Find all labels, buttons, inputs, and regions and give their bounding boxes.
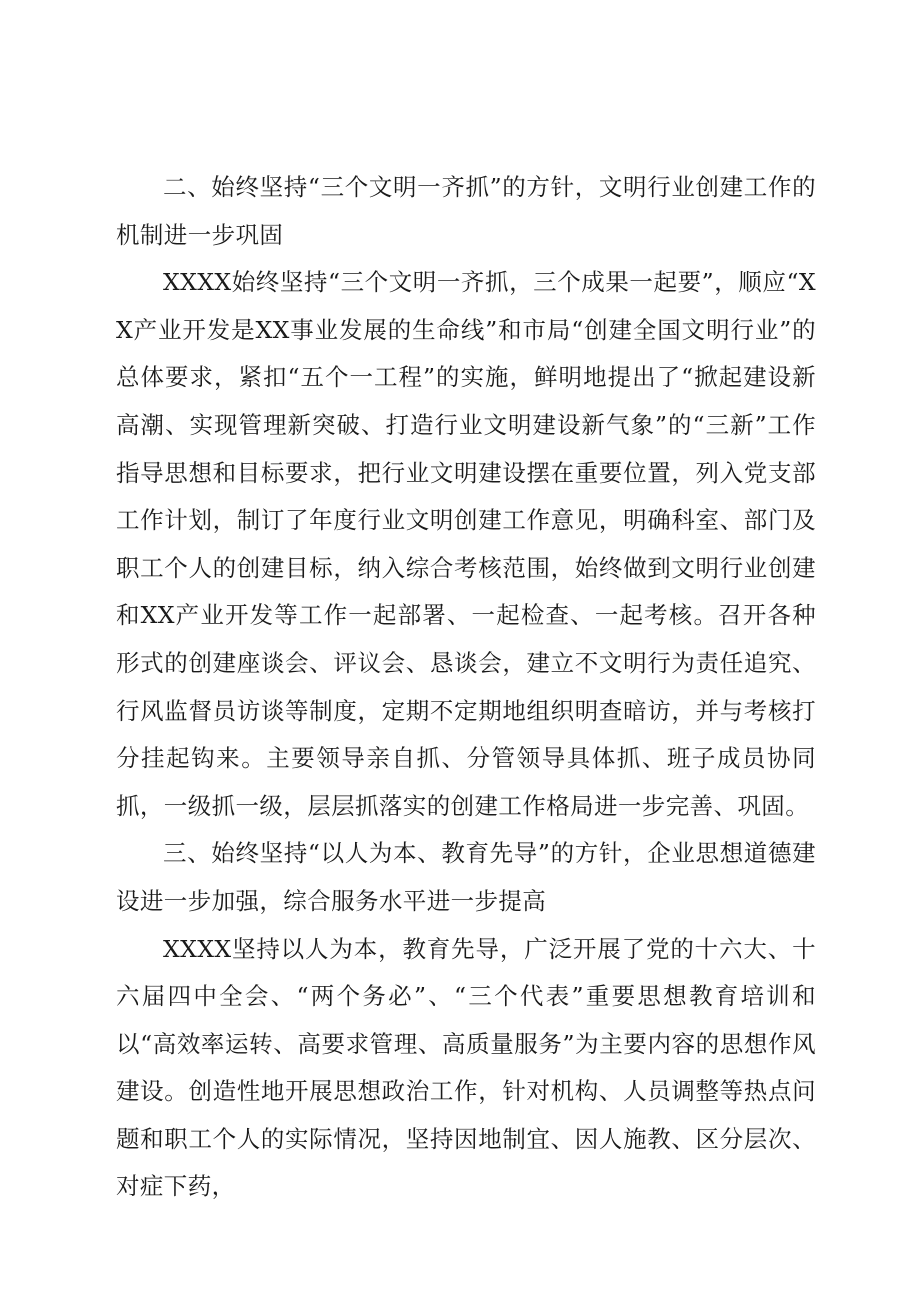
paragraph-section-2-body: XXXX始终坚持“三个文明一齐抓，三个成果一起要”，顺应“XX产业开发是XX事业发展的生命线”和市局“创建全国文明行业”的总体要求，紧扣“五个一工程”的实施，鲜明地提出了“掀起建设新高潮、实现管理新突破、打造行业文明建设新气象”的“三新”工作指导思想和目标要求，把行业文明建设摆在重要位置，列入党支部工作计划，制订了年度行业文明创建工作意见，明确科室、部门及职工个人的创建目标，纳入综合考核范围，始终做到文明行业创建和XX产业开发等工作一起部署、一起检查、一起考核。召开各种形式的创建座谈会、评议会、恳谈会，建立不文明行为责任追究、行风监督员访谈等制度，定期不定期地组织明查暗访，并与考核打分挂起钩来。主要领导亲自抓、分管领导具体抓、班子成员协同抓，一级抓一级，层层抓落实的创建工作格局进一步完善、巩固。 <box>116 268 816 820</box>
paragraph-section-3-body: XXXX坚持以人为本，教育先导，广泛开展了党的十六大、十六届四中全会、“两个务必”、“三个代表”重要思想教育培训和以“高效率运转、高要求管理、高质量服务”为主要内容的思想作风建设。创造性地开展思想政治工作，针对机构、人员调整等热点问题和职工个人的实际情况，坚持因地制宜、因人施教、区分层次、对症下药， <box>116 934 816 1201</box>
heading-section-2: 二、始终坚持“三个文明一齐抓”的方针，文明行业创建工作的机制进一步巩固 <box>116 173 816 249</box>
heading-section-3: 三、始终坚持“以人为本、教育先导”的方针，企业思想道德建设进一步加强，综合服务水平进一步提高 <box>116 839 816 915</box>
document-body <box>116 164 816 1211</box>
